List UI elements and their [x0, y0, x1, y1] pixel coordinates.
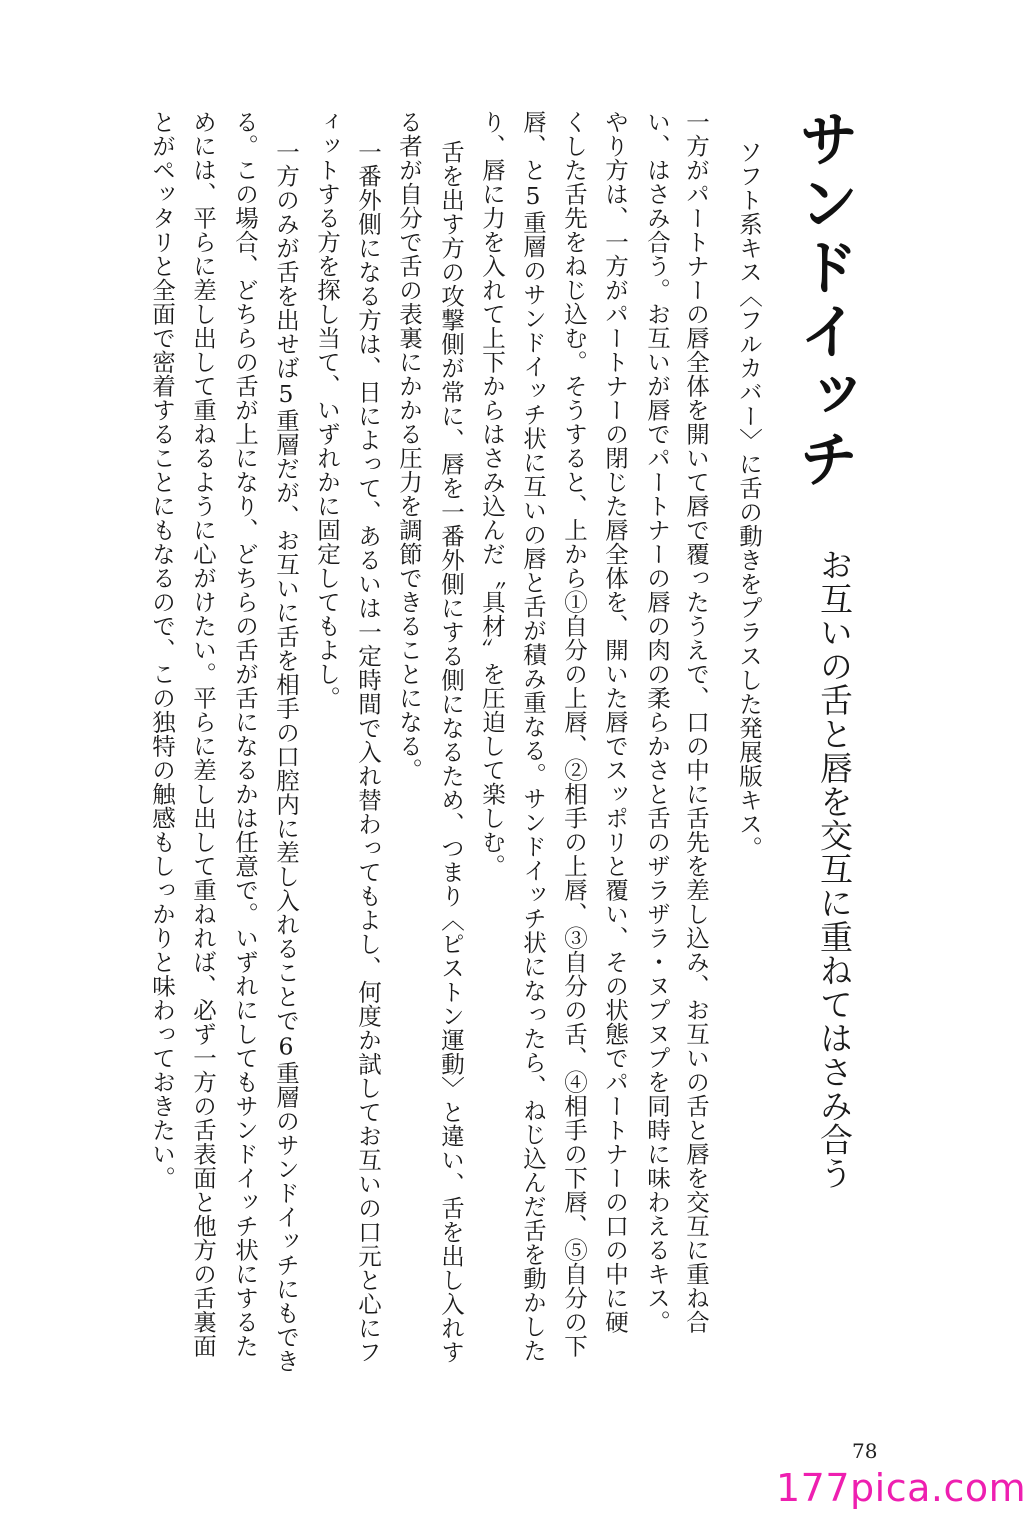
- body-line: とがペッタリと全面で密着することにもなるので、この独特の触感もしっかりと味わっておきたい。: [148, 110, 176, 1190]
- body-line: めには、平らに差し出して重ねるように心がけたい。平らに差し出して重ねれば、必ず一方の舌表面と他方の舌裏面: [189, 110, 217, 1358]
- body-line: り、唇に力を入れて上下からはさみ込んだ〝具材〟を圧迫して楽しむ。: [478, 110, 506, 878]
- body-line: 一方のみが舌を出せば5重層だが、お互いに舌を相手の口腔内に差し入れることで6重層のサンドイッチにもでき: [272, 140, 300, 1373]
- body-line: る者が自分で舌の表裏にかかる圧力を調節できることになる。: [395, 110, 423, 782]
- page-title: サンドイッチ: [789, 108, 859, 492]
- page-subtitle: お互いの舌と唇を交互に重ねてはさみ合う: [815, 548, 854, 1191]
- body-line: 唇、と5重層のサンドイッチ状に互いの唇と舌が積み重なる。サンドイッチ状になったら、ねじ込んだ舌を動かした: [519, 110, 547, 1363]
- body-line: やり方は、一方がパートナーの閉じた唇全体を、開いた唇でスッポリと覆い、その状態でパートナーの口の中に硬: [601, 110, 629, 1334]
- body-line: い、はさみ合う。お互いが唇でパートナーの唇の肉の柔らかさと舌のザラザラ・ヌプヌプを同時に味わえるキス。: [643, 110, 671, 1334]
- body-line: ソフト系キス〈フルカバー〉に舌の動きをプラスした発展版キス。: [735, 140, 763, 860]
- body-line: くした舌先をねじ込む。そうすると、上から①自分の上唇、②相手の上唇、③自分の舌、④相手の下唇、⑤自分の下: [560, 110, 588, 1358]
- body-line: ィットする方を探し当て、いずれかに固定してもよし。: [313, 110, 341, 710]
- body-line: る。この場合、どちらの舌が上になり、どちらの舌が舌になるかは任意で。いずれにしてもサンドイッチ状にするた: [231, 110, 259, 1358]
- page-number: 78: [852, 1439, 878, 1463]
- site-watermark: 177pica.com: [776, 1466, 1026, 1510]
- body-line: 一方がパートナーの唇全体を開いて唇で覆ったうえで、口の中に舌先を差し込み、お互いの舌と唇を交互に重ね合: [682, 110, 710, 1334]
- body-line: 舌を出す方の攻撃側が常に、唇を一番外側にする側になるため、つまり〈ピストン運動〉と違い、舌を出し入れす: [437, 140, 465, 1364]
- body-line: 一番外側になる方は、日によって、あるいは一定時間で入れ替わってもよし、何度か試してお互いの口元と心にフ: [354, 140, 382, 1364]
